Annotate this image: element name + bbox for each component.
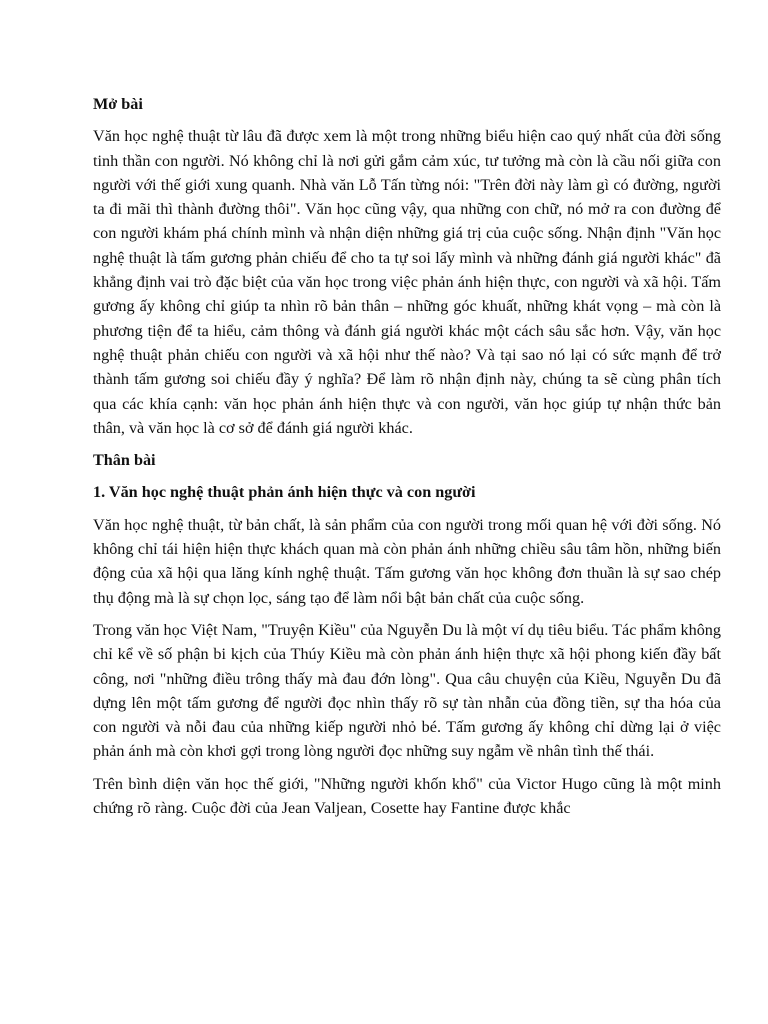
intro-heading: Mở bài	[93, 95, 143, 113]
section-1-heading: 1. Văn học nghệ thuật phản ánh hiện thực và con người	[93, 483, 476, 502]
section-1-paragraph-1: Văn học nghệ thuật, từ bản chất, là sản phẩm của con người trong mối quan hệ với đời sống. Nó không chỉ tái hiện hiện thực khách quan mà còn phản ánh những chiều sâu tâm hồn, những biến động của xã hội qua lăng kính nghệ thuật. Tấm gương văn học không đơn thuần là sự sao chép thụ động mà là sự chọn lọc, sáng tạo để làm nổi bật bản chất của cuộc sống.	[93, 515, 721, 607]
document-page	[93, 92, 721, 828]
body-heading: Thân bài	[93, 451, 156, 470]
intro-paragraph: Văn học nghệ thuật từ lâu đã được xem là một trong những biểu hiện cao quý nhất của đời sống tinh thần con người. Nó không chỉ là nơi gửi gắm cảm xúc, tư tưởng mà còn là cầu nối giữa con người với thế giới xung quanh. Nhà văn Lỗ Tấn từng nói: "Trên đời này làm gì có đường, người ta đi mãi thì thành đường thôi". Văn học cũng vậy, qua những con chữ, nó mở ra con đường để con người khám phá chính mình và nhận diện những giá trị của cuộc sống. Nhận định "Văn học nghệ thuật là tấm gương phản chiếu để cho ta tự soi lấy mình và những đánh giá người khác" đã khẳng định vai trò đặc biệt của văn học trong việc phản ánh hiện thực, con người và xã hội. Tấm gương ấy không chỉ giúp ta nhìn rõ bản thân – những góc khuất, những khát vọng – mà còn là phương tiện để ta hiểu, cảm thông và đánh giá người khác một cách sâu sắc hơn. Vậy, văn học nghệ thuật phản chiếu con người và xã hội như thế nào? Và tại sao nó lại có sức mạnh để trở thành tấm gương soi chiếu đầy ý nghĩa? Để làm rõ nhận định này, chúng ta sẽ cùng phân tích qua các khía cạnh: văn học phản ánh hiện thực và con người, văn học giúp tự nhận thức bản thân, và văn học là cơ sở để đánh giá người khác.	[93, 127, 721, 437]
section-1-paragraph-2: Trong văn học Việt Nam, "Truyện Kiều" của Nguyễn Du là một ví dụ tiêu biểu. Tác phẩm không chỉ kể về số phận bi kịch của Thúy Kiều mà còn phản ánh hiện thực xã hội phong kiến đầy bất công, nơi "những điều trông thấy mà đau đớn lòng". Qua câu chuyện của Kiều, Nguyễn Du đã dựng lên một tấm gương để người đọc nhìn thấy rõ sự tàn nhẫn của đồng tiền, sự tha hóa của con người và nỗi đau của những kiếp người nhỏ bé. Tấm gương ấy không chỉ dừng lại ở việc phản ánh mà còn khơi gợi trong lòng người đọc những suy ngẫm về nhân tình thế thái.	[93, 620, 721, 761]
section-1-paragraph-3: Trên bình diện văn học thế giới, "Những người khốn khổ" của Victor Hugo cũng là một minh chứng rõ ràng. Cuộc đời của Jean Valjean, Cosette hay Fantine được khắc	[93, 774, 721, 818]
